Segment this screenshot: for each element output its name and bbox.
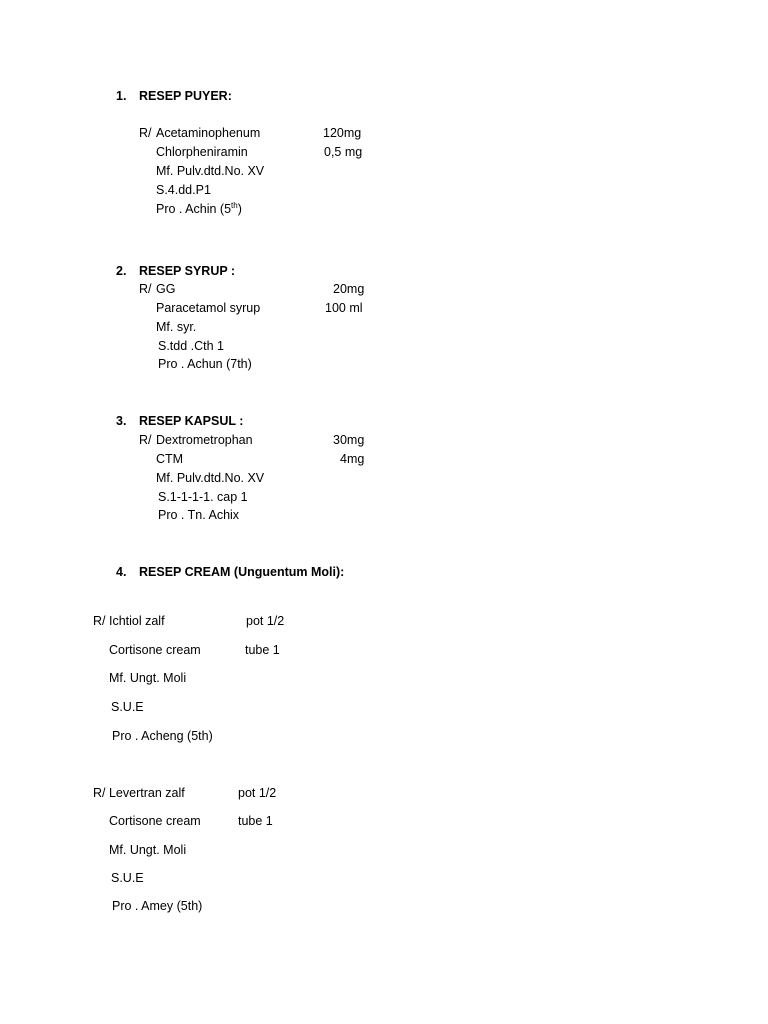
mf-line: Mf. syr. bbox=[156, 320, 197, 334]
section-title: RESEP KAPSUL : bbox=[139, 414, 244, 428]
section-number: 1. bbox=[116, 89, 127, 103]
pro-suffix: ) bbox=[237, 202, 242, 216]
drug-2: Paracetamol syrup bbox=[156, 301, 261, 315]
dose-1: pot 1/2 bbox=[238, 786, 277, 800]
section-number: 2. bbox=[116, 264, 127, 278]
drug-2: Cortisone cream bbox=[109, 643, 201, 657]
r-prefix: R/ bbox=[139, 126, 152, 140]
pro-line: Pro . Tn. Achix bbox=[158, 508, 240, 522]
section-number: 4. bbox=[116, 565, 127, 579]
dose-1: pot 1/2 bbox=[246, 614, 285, 628]
drug-1: Dextrometrophan bbox=[156, 433, 253, 447]
section-title: RESEP PUYER: bbox=[139, 89, 232, 103]
mf-line: Mf. Ungt. Moli bbox=[109, 843, 187, 857]
pro-line bbox=[156, 202, 242, 216]
drug-1: GG bbox=[156, 282, 176, 296]
signa-line: S.tdd .Cth 1 bbox=[158, 339, 225, 353]
pro-prefix: Pro . Achin (5 bbox=[156, 202, 232, 216]
dose-2: 100 ml bbox=[325, 301, 363, 315]
mf-line: Mf. Pulv.dtd.No. XV bbox=[156, 164, 265, 178]
dose-1: 120mg bbox=[323, 126, 362, 140]
dose-1: 30mg bbox=[333, 433, 365, 447]
mf-line: Mf. Ungt. Moli bbox=[109, 671, 187, 685]
drug-1: R/ Ichtiol zalf bbox=[93, 614, 165, 628]
r-prefix: R/ bbox=[139, 282, 152, 296]
signa-line: S.U.E bbox=[111, 700, 144, 714]
pro-line: Pro . Achun (7th) bbox=[158, 357, 252, 371]
dose-2: tube 1 bbox=[245, 643, 280, 657]
section-title: RESEP SYRUP : bbox=[139, 264, 236, 278]
signa-line: S.4.dd.P1 bbox=[156, 183, 211, 197]
dose-2: 4mg bbox=[340, 452, 365, 466]
pro-superscript: th bbox=[231, 200, 238, 210]
signa-line: S.U.E bbox=[111, 871, 144, 885]
pro-line: Pro . Amey (5th) bbox=[112, 899, 203, 913]
dose-2: tube 1 bbox=[238, 814, 273, 828]
pro-line: Pro . Acheng (5th) bbox=[112, 729, 213, 743]
drug-2: Chlorpheniramin bbox=[156, 145, 248, 159]
r-prefix: R/ bbox=[139, 433, 152, 447]
drug-2: Cortisone cream bbox=[109, 814, 201, 828]
dose-2: 0,5 mg bbox=[324, 145, 363, 159]
section-number: 3. bbox=[116, 414, 127, 428]
dose-1: 20mg bbox=[333, 282, 365, 296]
mf-line: Mf. Pulv.dtd.No. XV bbox=[156, 471, 265, 485]
signa-line: S.1-1-1-1. cap 1 bbox=[158, 490, 248, 504]
drug-1: R/ Levertran zalf bbox=[93, 786, 185, 800]
drug-1: Acetaminophenum bbox=[156, 126, 261, 140]
section-title: RESEP CREAM (Unguentum Moli): bbox=[139, 565, 345, 579]
drug-2: CTM bbox=[156, 452, 184, 466]
